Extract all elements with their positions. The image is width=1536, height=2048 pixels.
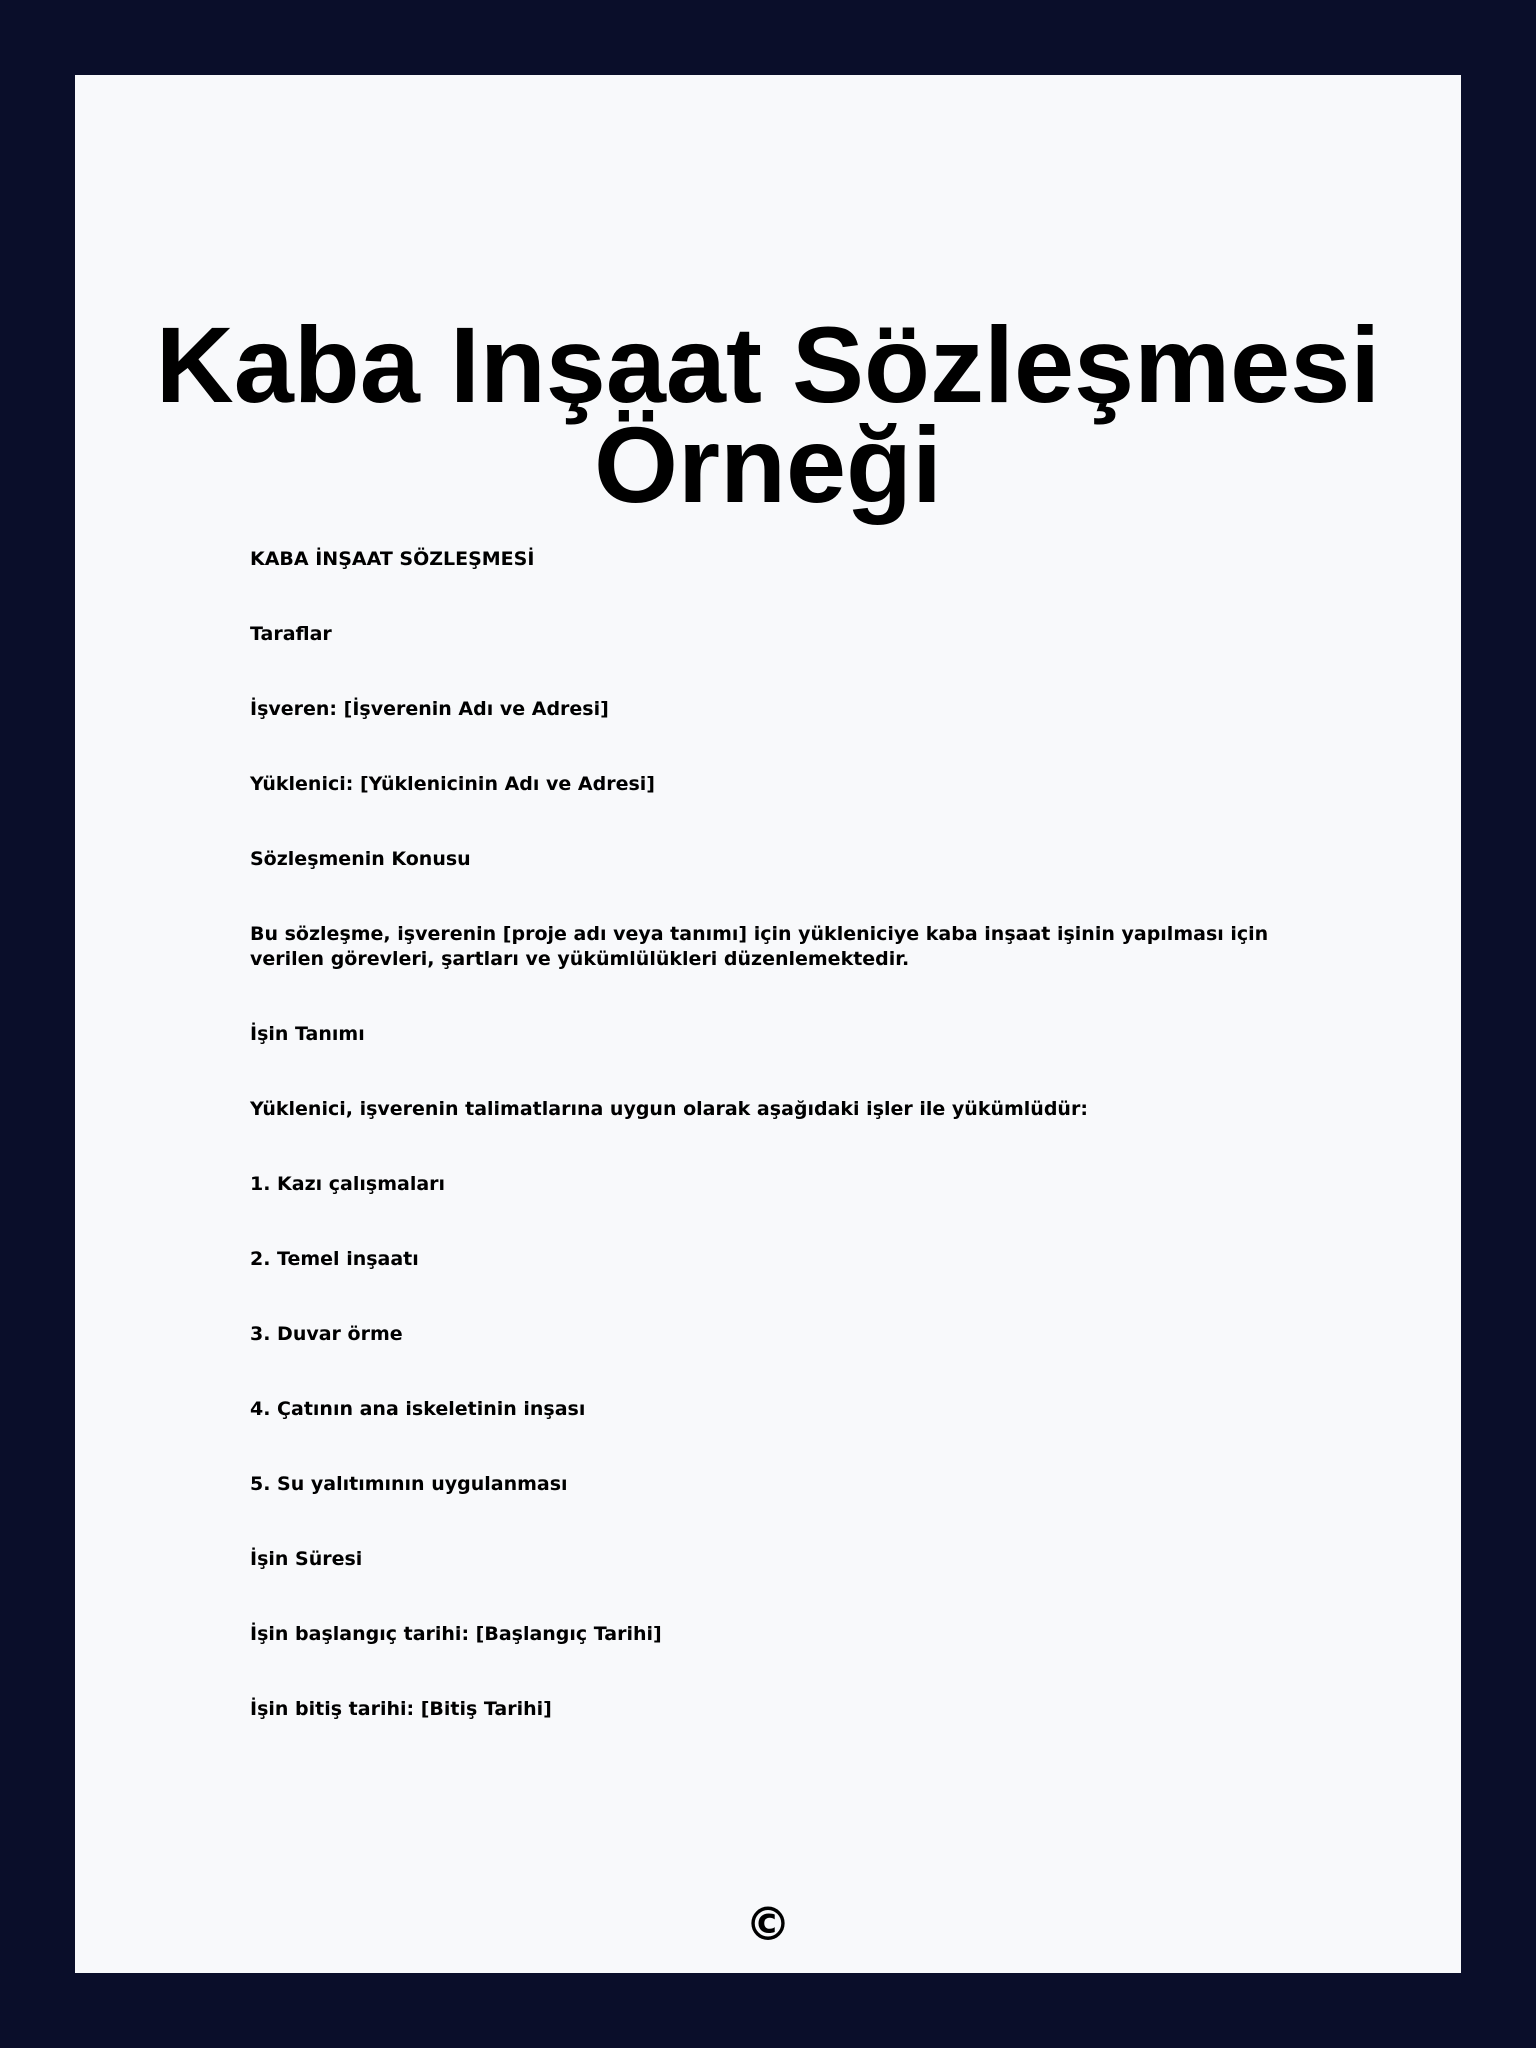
subject-paragraph: Bu sözleşme, işverenin [proje adı veya tanımı] için yükleniciye kaba inşaat işinin yapılması için verilen görevleri, şartları ve yükümlülükleri düzenlemektedir. (250, 923, 1269, 970)
work-intro-paragraph: Yüklenici, işverenin talimatlarına uygun olarak aşağıdaki işler ile yükümlüdür: (250, 1098, 1088, 1120)
section-title-duration: İşin Süresi (250, 1548, 363, 1570)
section-title-parties: Taraflar (250, 623, 332, 645)
employer-line: İşveren: [İşverenin Adı ve Adresi] (250, 698, 609, 720)
document-body (250, 547, 1290, 1772)
section-title-subject: Sözleşmenin Konusu (250, 848, 471, 870)
contract-heading: KABA İNŞAAT SÖZLEŞMESİ (250, 548, 535, 570)
document-title: Kaba Inşaat Sözleşmesi Örneği (155, 304, 1381, 525)
copyright-icon: © (745, 1897, 791, 1951)
work-list-item: 4. Çatının ana iskeletinin inşası (250, 1398, 586, 1420)
end-date-line: İşin bitiş tarihi: [Bitiş Tarihi] (250, 1698, 552, 1720)
work-list-item: 1. Kazı çalışmaları (250, 1173, 446, 1195)
document-page (75, 75, 1461, 1973)
work-list-item: 5. Su yalıtımının uygulanması (250, 1473, 568, 1495)
work-list-item: 3. Duvar örme (250, 1323, 403, 1345)
work-list-item: 2. Temel inşaatı (250, 1248, 419, 1270)
start-date-line: İşin başlangıç tarihi: [Başlangıç Tarihi] (250, 1623, 662, 1645)
contractor-line: Yüklenici: [Yüklenicinin Adı ve Adresi] (250, 773, 655, 795)
section-title-work-definition: İşin Tanımı (250, 1023, 365, 1045)
